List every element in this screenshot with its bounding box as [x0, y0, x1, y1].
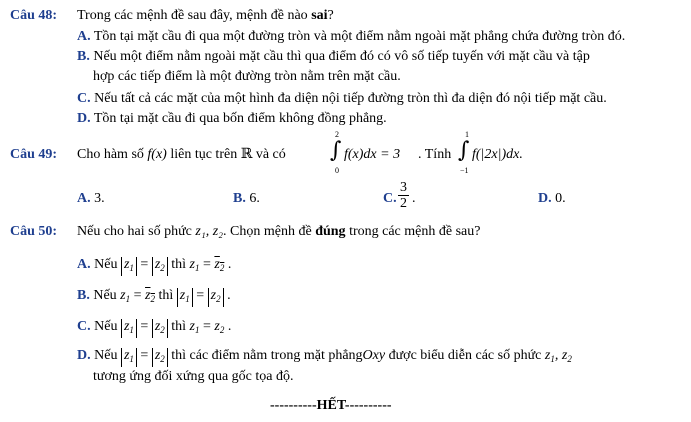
integral2-body: f(|2x|)dx.	[472, 147, 523, 162]
abs-z2: $z_2$	[152, 257, 168, 276]
integral1-sign: ∫	[330, 138, 342, 163]
q48-option-b[interactable]: B. Nếu một điểm nằm ngoài mặt cầu thì qua điểm đó có vô số tiếp tuyến với mặt cầu và tập	[77, 49, 590, 64]
q50-option-d-line2: tương ứng đối xứng qua gốc tọa độ.	[93, 369, 294, 384]
q49-option-d[interactable]: D. 0.	[538, 191, 566, 206]
end-marker: ----------HẾT----------	[270, 398, 392, 413]
q50-label: Câu 50:	[10, 224, 58, 239]
q50-option-d[interactable]: D. Nếu $z_1 = z_2$ thì các điểm nằm trong mặt phẳngOxy được biểu diễn các số phức $z_1$, $z_2$	[77, 347, 572, 368]
q50-option-a[interactable]: A. Nếu $z_1 = z_2$ thì $z_1 = z_2$ .	[77, 256, 231, 277]
q48-option-c[interactable]: C. Nếu tất cả các mặt của một hình đa diện nội tiếp đường tròn thì đa diện đó nội tiếp mặt cầu.	[77, 91, 607, 106]
q48-option-b-line2: hợp các tiếp điểm là một đường tròn nằm trên mặt cầu.	[93, 69, 401, 84]
q48-option-a[interactable]: A. Tồn tại mặt cầu đi qua một đường tròn và một điểm nằm ngoài mặt phẳng chứa đường tròn đó.	[77, 29, 626, 44]
q48-label: Câu 48:	[10, 8, 58, 23]
q49-stem-part1: Cho hàm số f(x) liên tục trên ℝ và có	[77, 147, 286, 162]
q49-option-c-tail: .	[412, 191, 416, 206]
q49-option-c[interactable]: C.	[383, 191, 397, 206]
integral2-sign: ∫	[458, 138, 470, 163]
q49-stem-part3: . Tính	[418, 147, 452, 162]
integral1-lower: 0	[335, 166, 339, 175]
q49-label: Câu 49:	[10, 147, 58, 162]
q50-option-c[interactable]: C. Nếu $z_1 = z_2$ thì $z_1 = z_2$ .	[77, 318, 231, 339]
q50-stem: Nếu cho hai số phức z₁, z₂. Chọn mệnh đề đúng trong các mệnh đề sau?	[77, 224, 481, 239]
abs-z1: $z_1$	[121, 257, 137, 276]
integral1-upper: 2	[335, 130, 339, 139]
integral1-body: f(x)dx = 3	[344, 147, 401, 162]
q49-option-b[interactable]: B. 6.	[233, 191, 260, 206]
q48-stem: Trong các mệnh đề sau đây, mệnh đề nào sai?	[77, 8, 334, 23]
q50-option-b[interactable]: B. Nếu $z_1 = z_2$ thì $z_1 = z_2$ .	[77, 287, 231, 308]
integral2-lower: −1	[460, 166, 469, 175]
q49-option-a[interactable]: A. 3.	[77, 191, 105, 206]
q49-option-c-fraction: $\frac{3}{2}$	[400, 180, 407, 211]
q48-option-d[interactable]: D. Tồn tại mặt cầu đi qua bốn điểm không đồng phẳng.	[77, 111, 387, 126]
integral2-upper: 1	[465, 130, 469, 139]
